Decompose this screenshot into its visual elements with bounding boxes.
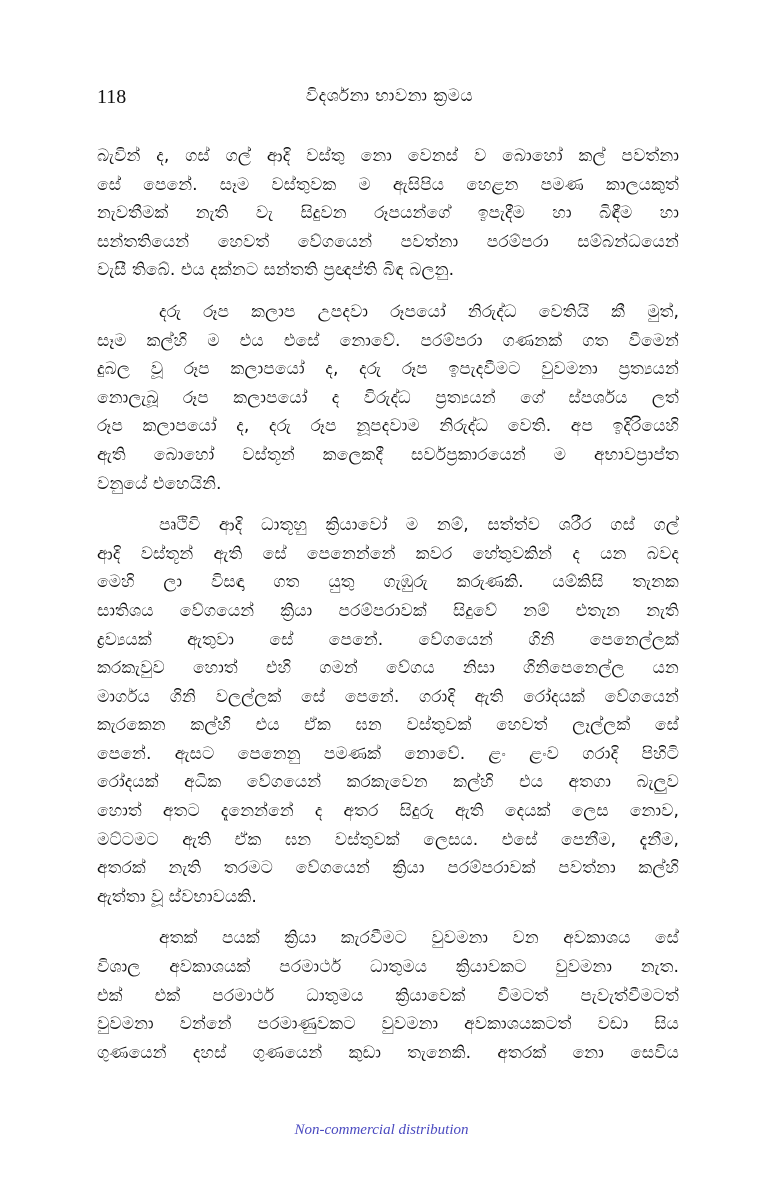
text-line: සාතිශය වේගයෙන් ක්‍රියා පරම්පරාවක් සිදුවේ නම් එතැන නැති bbox=[97, 600, 679, 621]
text-line: මාර්ගය ගිනි වලල්ලක් සේ පෙනේ. ගරාදි ඇති රෝදයක් වේගයෙන් bbox=[97, 686, 679, 707]
text-line: රෝදයක් අධික වේගයෙන් කරකැවෙන කල්හි එය අතගා බැලුව bbox=[97, 772, 679, 793]
text-line: මට්ටමට ඇති ඒක ඝන වස්තුවක් ලෙසය. එසේ පෙනීම, දැනීම, bbox=[97, 829, 679, 850]
text-line: මෙහි ලා විසඳා ගත යුතු ගැඹුරු කරුණකි. යම්කිසි තැනක bbox=[97, 572, 679, 593]
text-line: සේ පෙනේ. සෑම වස්තුවක ම ඇසිපිය හෙළන පමණ කාලයකුත් bbox=[97, 174, 679, 195]
text-line: ගුණයෙන් දහස් ගුණයෙන් කුඩා තැනෙකි. අතරක් නො සෙවිය bbox=[97, 1042, 679, 1063]
text-line: නොලැබූ රූප කලාපයෝ ද විරුද්ධ ප්‍රත්‍යයන් ගේ ස්පර්ශය ලත් bbox=[97, 387, 679, 408]
text-line: වැසී තිබේ. එය දක්නට සන්තති ප්‍රඥප්ති බිඳ බලනු. bbox=[97, 260, 455, 281]
text-line: දරු රූප කලාප උපදවා රූපයෝ නිරුද්ධ වෙතියි කී මුත්, bbox=[159, 301, 679, 322]
text-line: ඇත්තා වූ ස්වභාවයකි. bbox=[97, 886, 257, 907]
text-line: පෘථිවි ආදි ධාතූහු ක්‍රියාවෝ ම නම්, සත්ත්ව ශරීර ගස් ගල් bbox=[159, 515, 679, 536]
running-title: විදර්ශනා භාවනා ක්‍රමය bbox=[305, 86, 474, 106]
paragraph bbox=[97, 511, 679, 911]
footer-notice: Non-commercial distribution bbox=[294, 1122, 469, 1138]
text-line: අතක් පයක් ක්‍රියා කැරවීමට වුවමනා වන අවකාශය සේ bbox=[159, 928, 679, 949]
paragraph bbox=[97, 142, 679, 285]
text-line: බැවින් ද, ගස් ගල් ආදි වස්තු නො වෙනස් ව බොහෝ කල් පවත්නා bbox=[97, 146, 679, 166]
page-number: 118 bbox=[97, 86, 127, 108]
body-text bbox=[97, 142, 679, 1067]
text-line: එක් එක් පරමාර්ථ ධාතුමය ක්‍රියාවෙක් වීමටත් පැවැත්වීමටත් bbox=[97, 985, 679, 1006]
text-line: වනුයේ එහෙයිනි. bbox=[97, 473, 222, 494]
text-line: සෑම කල්හි ම එය එසේ නොවේ. පරම්පරා ගණනක් ගත වීමෙන් bbox=[97, 330, 679, 351]
text-line: කැරකෙන කල්හි එය ඒක ඝන වස්තුවක් හෙවත් ලෑල්ලක් සේ bbox=[97, 715, 679, 736]
text-line: සන්තතියෙන් හෙවත් වේගයෙන් පවත්නා පරම්පරා සම්බන්ධයෙන් bbox=[97, 231, 679, 252]
paragraph bbox=[97, 298, 679, 498]
text-line: කරකැවුව හොත් එහි ගමන් වේගය නිසා ගිනිපෙනෙල්ල යන bbox=[97, 658, 679, 679]
text-line: විශාල අවකාශයක් පරමාර්ථ ධාතුමය ක්‍රියාවකට වුවමනා නැත. bbox=[97, 957, 679, 978]
text-line: පෙනේ. ඇසට පෙනෙනු පමණක් නොවේ. ළං ළංව ගරාදි පිහිටි bbox=[97, 743, 679, 764]
text-line: ඇති බොහෝ වස්තූන් කලෙකදී සර්වප්‍රකාරයෙන් ම අභාවප්‍රාප්ත bbox=[97, 444, 679, 465]
text-line: රූප කලාපයෝ ද, දරු රූප නූපදවාම නිරුද්ධ වෙති. අප ඉදිරියෙහි bbox=[97, 416, 679, 437]
text-line: නැවතීමක් නැති වැ සිදුවන රූපයන්ගේ ඉපැදීම හා බිඳීම හා bbox=[97, 203, 679, 224]
text-line: දුබල වූ රූප කලාපයෝ ද, දරු රූප ඉපැදවීමට වුවමනා ප්‍රත්‍යයන් bbox=[97, 359, 679, 380]
text-line: ද්‍රව්‍යයක් ඇතුවා සේ පෙනේ. වේගයෙන් ගිනි පෙනෙල්ලක් bbox=[97, 629, 679, 650]
text-line: ආදි වස්තූන් ඇති සේ පෙනෙන්නේ කවර හේතුවකින් ද යන බවද bbox=[97, 543, 679, 564]
paragraph bbox=[97, 924, 679, 1067]
text-line: වුවමනා වන්නේ පරමාණුවකට වුවමනා අවකාශයකටත් වඩා සිය bbox=[97, 1014, 679, 1035]
text-line: හොත් අතට දැනෙන්නේ ද අතර සිදුරු ඇති දෙයක් ලෙස නොව, bbox=[97, 801, 679, 822]
text-line: අතරක් නැති තරමට වේගයෙන් ක්‍රියා පරම්පරාවක් පවත්නා කල්හි bbox=[97, 858, 679, 879]
